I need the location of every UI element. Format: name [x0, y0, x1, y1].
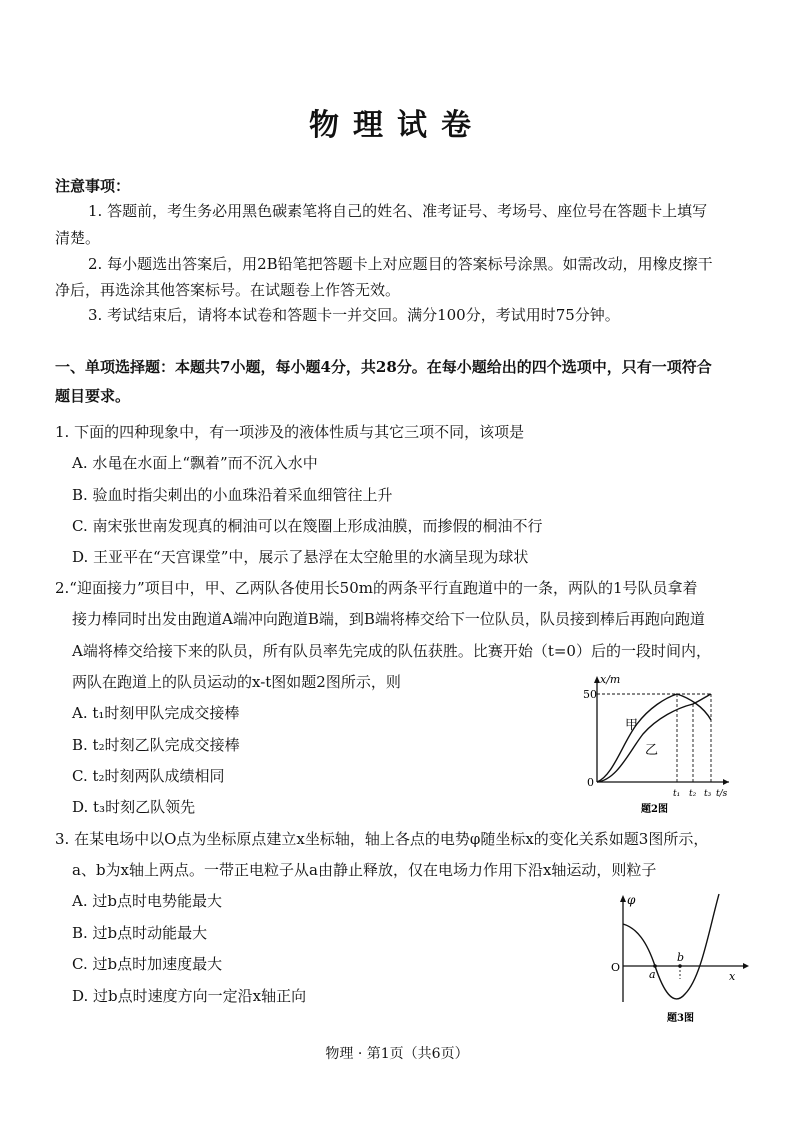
fig2-label-yi: 乙 [645, 743, 659, 758]
q2-option-b: B. t₂时刻乙队完成交接棒 [72, 736, 240, 754]
fig2-label-jia: 甲 [625, 718, 639, 733]
q3-stem-line-2: a、b为x轴上两点。一带正电粒子从a由静止释放，仅在电场力作用下沿x轴运动，则粒子 [72, 861, 657, 879]
section-1-line-2: 题目要求。 [55, 387, 131, 405]
q2-option-c: C. t₂时刻两队成绩相同 [72, 767, 225, 785]
q1-option-c: C. 南宋张世南发现真的桐油可以在篾圈上形成油膜，而掺假的桐油不行 [72, 517, 543, 535]
figure-3-potential-graph [605, 890, 755, 1025]
fig3-ylabel: φ [627, 893, 636, 907]
q2-stem-line-2: 接力棒同时出发由跑道A端冲向跑道B端，到B端将棒交给下一位队员，队员接到棒后再跑向跑道 [72, 610, 705, 628]
q3-stem-line-1: 3. 在某电场中以O点为坐标原点建立x坐标轴，轴上各点的电势φ随坐标x的变化关系如题3图所示， [55, 830, 709, 848]
q1-option-b: B. 验血时指尖刺出的小血珠沿着采血细管往上升 [72, 486, 393, 504]
q2-stem-line-4: 两队在跑道上的队员运动的x-t图如题2图所示，则 [72, 673, 401, 691]
page-footer: 物理 · 第1页（共6页） [325, 1046, 469, 1062]
q2-stem-line-3: A端将棒交给接下来的队员，所有队员率先完成的队伍获胜。比赛开始（t=0）后的一段时间内， [72, 642, 711, 660]
q1-option-d: D. 王亚平在“天宫课堂”中，展示了悬浮在太空舱里的水滴呈现为球状 [72, 548, 529, 566]
fig2-origin: 0 [587, 776, 594, 789]
fig3-label-b: b [677, 951, 685, 964]
q2-stem-line-1: 2.“迎面接力”项目中，甲、乙两队各使用长50m的两条平行直跑道中的一条，两队的1号队员拿着 [55, 579, 698, 597]
fig3-potential-curve [623, 894, 719, 999]
fig2-y-50: 50 [583, 688, 597, 701]
notice-heading: 注意事项： [55, 177, 131, 195]
notice-item-2-line-2: 净后，再选涂其他答案标号。在试题卷上作答无效。 [55, 281, 401, 299]
notice-item-1-line-2: 清楚。 [55, 229, 101, 247]
q2-option-d: D. t₃时刻乙队领先 [72, 798, 196, 816]
section-1-line-1: 一、单项选择题：本题共7小题，每小题4分，共28分。在每小题给出的四个选项中，只有一项符合 [55, 358, 712, 376]
fig2-caption: 题2图 [641, 804, 668, 815]
page-title: 物理试卷 [309, 108, 485, 143]
notice-item-1-line-1: 1. 答题前，考生务必用黑色碳素笔将自己的姓名、准考证号、考场号、座位号在答题卡上填写 [88, 202, 708, 220]
q3-option-b: B. 过b点时动能最大 [72, 924, 208, 942]
fig3-origin: O [611, 961, 621, 974]
fig2-x-axis-arrow [723, 779, 729, 785]
q1-option-a: A. 水黾在水面上“飘着”而不沉入水中 [72, 454, 318, 472]
fig3-caption: 题3图 [667, 1013, 694, 1024]
fig3-x-axis-arrow [743, 963, 749, 969]
q3-option-d: D. 过b点时速度方向一定沿x轴正向 [72, 987, 307, 1005]
fig3-label-a: a [649, 968, 656, 981]
q3-option-c: C. 过b点时加速度最大 [72, 955, 223, 973]
fig2-curve-jia [597, 694, 711, 782]
notice-item-2-line-1: 2. 每小题选出答案后，用2B铅笔把答题卡上对应题目的答案标号涂黑。如需改动，用橡皮擦干 [88, 255, 713, 273]
fig2-xlabel: t/s [716, 789, 728, 799]
q2-option-a: A. t₁时刻甲队完成交接棒 [72, 704, 240, 722]
fig2-t3: t₃ [704, 789, 712, 799]
fig2-t2: t₂ [689, 789, 697, 799]
fig3-xlabel: x [729, 970, 736, 983]
q1-stem: 1. 下面的四种现象中，有一项涉及的液体性质与其它三项不同，该项是 [55, 423, 525, 441]
fig3-point-b [678, 964, 682, 968]
fig2-ylabel: x/m [600, 673, 621, 686]
notice-item-3: 3. 考试结束后，请将本试卷和答题卡一并交回。满分100分，考试用时75分钟。 [88, 306, 620, 324]
fig3-y-axis-arrow [620, 895, 626, 902]
q3-option-a: A. 过b点时电势能最大 [72, 892, 222, 910]
fig2-t1: t₁ [673, 789, 681, 799]
figure-2-xt-graph [585, 672, 735, 817]
